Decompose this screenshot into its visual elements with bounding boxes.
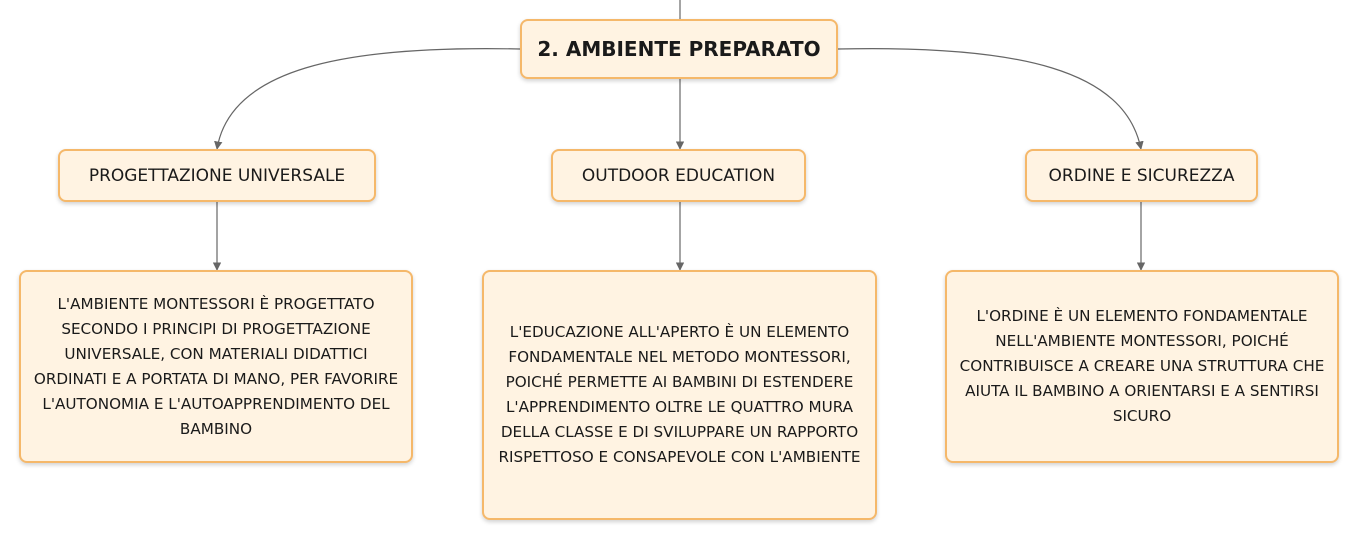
topic-node-progettazione-universale[interactable] — [58, 149, 376, 202]
topic-node-label: ORDINE E SICUREZZA — [1048, 165, 1235, 186]
detail-node-text: L'AMBIENTE MONTESSORI È PROGETTATO SECONDO I PRINCIPI DI PROGETTAZIONE UNIVERSALE, CON MATERIALI DIDATTICI ORDINATI E A PORTATA DI MANO, PER FAVORIRE L'AUTONOMIA E L'AUTOAPPRENDIMENTO DEL BAMBINO — [33, 294, 399, 438]
detail-node-ordine-e-sicurezza[interactable] — [945, 270, 1339, 463]
detail-node-text: L'EDUCAZIONE ALL'APERTO È UN ELEMENTO FONDAMENTALE NEL METODO MONTESSORI, POICHÉ PERMETTE AI BAMBINI DI ESTENDERE L'APPRENDIMENTO OLTRE LE QUATTRO MURA DELLA CLASSE E DI SVILUPPARE UN RAPPORTO RISPETTOSO E CONSAPEVOLE CON L'AMBIENTE — [498, 323, 861, 466]
topic-node-ordine-e-sicurezza[interactable] — [1025, 149, 1258, 202]
topic-node-outdoor-education[interactable] — [551, 149, 806, 202]
topic-node-label: PROGETTAZIONE UNIVERSALE — [88, 165, 346, 186]
connector-root-to-topic-3 — [838, 49, 1141, 149]
detail-node-outdoor-education[interactable] — [482, 270, 877, 520]
root-node[interactable] — [520, 19, 838, 79]
connector-root-to-topic-1 — [217, 49, 520, 149]
detail-node-progettazione-universale[interactable] — [19, 270, 413, 463]
root-node-label: 2. AMBIENTE PREPARATO — [537, 37, 821, 61]
detail-node-text: L'ORDINE È UN ELEMENTO FONDAMENTALE NELL'AMBIENTE MONTESSORI, POICHÉ CONTRIBUISCE A CREARE UNA STRUTTURA CHE AIUTA IL BAMBINO A ORIENTARSI E A SENTIRSI SICURO — [959, 307, 1325, 425]
topic-node-label: OUTDOOR EDUCATION — [581, 165, 776, 186]
